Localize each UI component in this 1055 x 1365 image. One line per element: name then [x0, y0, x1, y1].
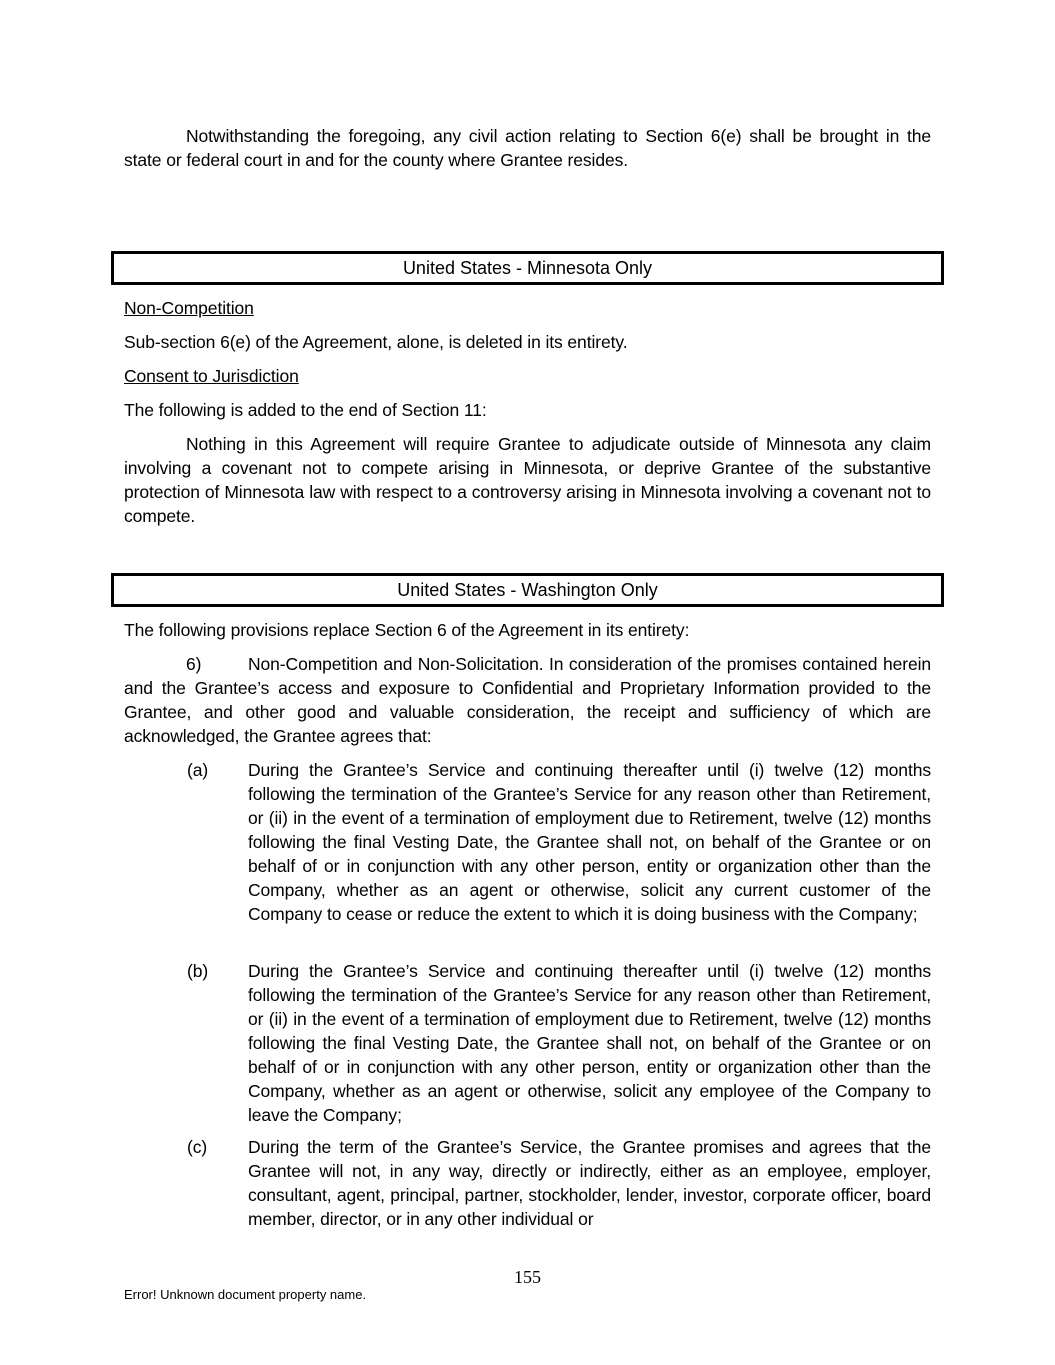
clause-label: (b) [187, 961, 209, 981]
page-number: 155 [514, 1267, 541, 1287]
noncompetition-heading: Non-Competition [124, 298, 254, 318]
jurisdiction-paragraph: Nothing in this Agreement will require Grantee to adjudicate outside of Minnesota any claim involving a covenant not to compete arising in Minnesota, or deprive Grantee of the substantive protection of Minnesota law with respect to a controversy arising in Minnesota involving a covenant not to compete. [124, 434, 931, 526]
noncompetition-text: Sub-section 6(e) of the Agreement, alone, is deleted in its entirety. [124, 332, 628, 352]
washington-box-title: United States - Washington Only [397, 580, 658, 600]
minnesota-box-title: United States - Minnesota Only [402, 258, 653, 278]
section-number: 6) [186, 654, 202, 674]
intro-paragraph: Notwithstanding the foregoing, any civil action relating to Section 6(e) shall be brought in the state or federal court in and for the county where Grantee resides. [124, 126, 931, 170]
minnesota-section-box [111, 251, 944, 285]
washington-section-box [111, 573, 944, 607]
clause-label: (a) [187, 760, 209, 780]
jurisdiction-heading: Consent to Jurisdiction [124, 366, 299, 386]
clause-text: During the term of the Grantee’s Service, the Grantee promises and agrees that the Grantee will not, in any way, directly or indirectly, either as an employee, employer, consultant, agent, principal, partner, stockholder, lender, investor, corporate officer, board member, director, or in any other individual or [248, 1137, 931, 1229]
clause-text: During the Grantee’s Service and continuing thereafter until (i) twelve (12) months following the termination of the Grantee’s Service for any reason other than Retirement, or (ii) in the event of a termination of employment due to Retirement, twelve (12) months following the final Vesting Date, the Grantee shall not, on behalf of the Grantee or on behalf of or in conjunction with any other person, entity or organization other than the Company, whether as an agent or otherwise, solicit any employee of the Company to leave the Company; [248, 961, 931, 1125]
section-text: Non-Competition and Non-Solicitation. In consideration of the promises contained herein and the Grantee’s access and exposure to Confidential and Proprietary Information provided to the Grantee, and other good and valuable consideration, the receipt and sufficiency of which are acknowledged, the Grantee agrees that: [124, 654, 931, 746]
footer-text: Error! Unknown document property name. [124, 1287, 367, 1302]
section-6-paragraph [124, 652, 931, 748]
jurisdiction-intro: The following is added to the end of Section 11: [124, 400, 487, 420]
clause-label: (c) [187, 1137, 208, 1157]
clause-text: During the Grantee’s Service and continuing thereafter until (i) twelve (12) months following the termination of the Grantee’s Service for any reason other than Retirement, or (ii) in the event of a termination of employment due to Retirement, twelve (12) months following the final Vesting Date, the Grantee shall not, on behalf of the Grantee or on behalf of or in conjunction with any other person, entity or organization other than the Company, whether as an agent or otherwise, solicit any current customer of the Company to cease or reduce the extent to which it is doing business with the Company; [248, 760, 931, 924]
washington-intro: The following provisions replace Section 6 of the Agreement in its entirety: [124, 620, 690, 640]
